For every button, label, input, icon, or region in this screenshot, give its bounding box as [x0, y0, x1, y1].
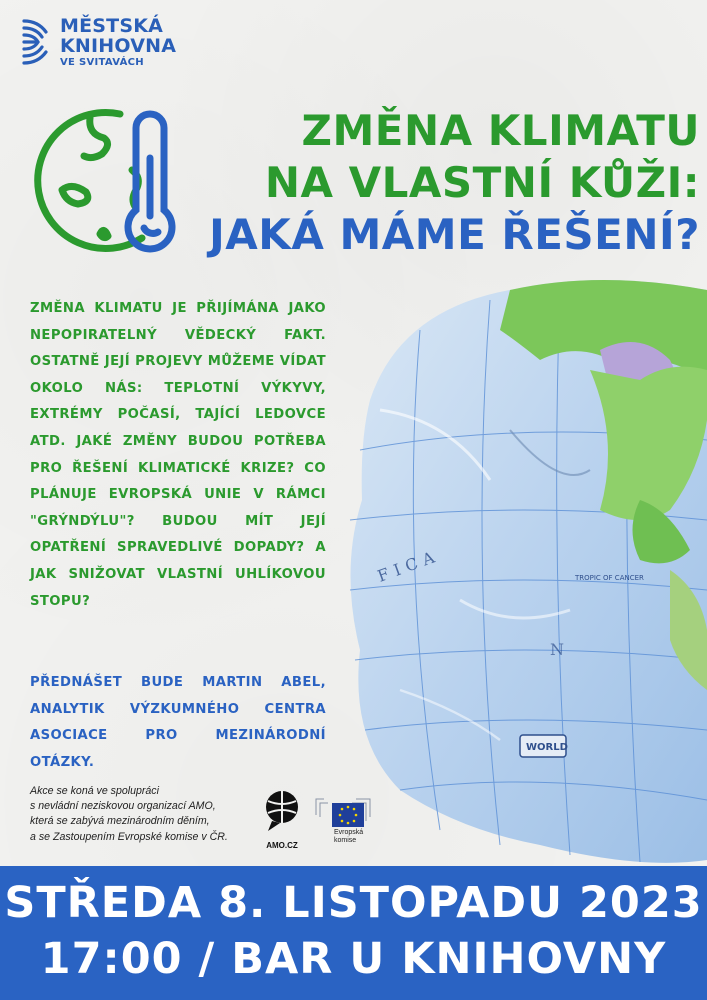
note-line-1: Akce se koná ve spolupráci	[30, 785, 159, 797]
logo-line-3: VE SVITAVÁCH	[60, 57, 144, 68]
note-line-2: s nevládní neziskovou organizací AMO,	[30, 800, 216, 813]
event-time-place: 17:00 / BAR U KNIHOVNY	[40, 934, 667, 984]
note-line-4: a se Zastoupením Evropské komise v ČR.	[30, 830, 228, 843]
logo-line-2: KNIHOVNA	[60, 35, 177, 57]
event-date: STŘEDA 8. LISTOPADU 2023	[4, 878, 703, 928]
title-line-2: NA VLASTNÍ KŮŽI:	[264, 158, 700, 207]
crumpled-globe-image	[340, 270, 707, 870]
eu-label	[334, 829, 363, 845]
earth-thermometer-icon	[32, 98, 192, 258]
globe-tropic-label: TROPIC OF CANCER	[575, 574, 644, 582]
event-description: ZMĚNA KLIMATU JE PŘIJÍMÁNA JAKO NEPOPIRATELNÝ VĚDECKÝ FAKT. OSTATNĚ JEJÍ PROJEVY MŮŽEME VÍDAT OKOLO NÁS: TEPLOTNÍ VÝKYVY, EXTRÉMY POČASÍ, TAJÍCÍ LEDOVCE ATD. JAKÉ ZMĚNY BUDOU POTŘEBA PRO ŘEŠENÍ KLIMATICKÉ KRIZE? CO PLÁNUJE EVROPSKÁ UNIE V RÁMCI "GRÝNDÝLU"? BUDOU MÍT JEJÍ OPATŘENÍ SPRAVEDLIVÉ DOPADY? A JAK SNIŽOVAT VLASTNÍ UHLÍKOVOU STOPU?	[30, 301, 326, 609]
amo-label: AMO.CZ	[266, 841, 298, 850]
event-info-band	[0, 866, 707, 1000]
logo-line-1: MĚSTSKÁ	[60, 15, 164, 37]
amo-globe-icon	[262, 787, 302, 837]
cooperation-note	[30, 784, 270, 845]
lecturer-info: PŘEDNÁŠET BUDE MARTIN ABEL, ANALYTIK VÝZKUMNÉHO CENTRA ASOCIACE PRO MEZINÁRODNÍ OTÁZKY.	[30, 675, 326, 770]
globe-ocean-label-2: N	[550, 640, 564, 659]
poster-title	[205, 105, 700, 261]
eu-label-line-2: komise	[334, 837, 357, 844]
amo-logo	[262, 787, 302, 851]
globe-brand-label: WORLD	[526, 742, 568, 753]
european-commission-logo	[312, 795, 374, 851]
library-logo-mark-icon	[22, 18, 56, 66]
eu-label-line-1: Evropská	[334, 829, 364, 836]
note-line-3: která se zabývá mezinárodním děním,	[30, 815, 210, 828]
title-line-3: JAKÁ MÁME ŘEŠENÍ?	[209, 210, 700, 259]
title-line-1: ZMĚNA KLIMATU	[301, 106, 700, 155]
globe-ocean-label: FICA	[374, 545, 443, 586]
library-logo	[22, 14, 202, 78]
